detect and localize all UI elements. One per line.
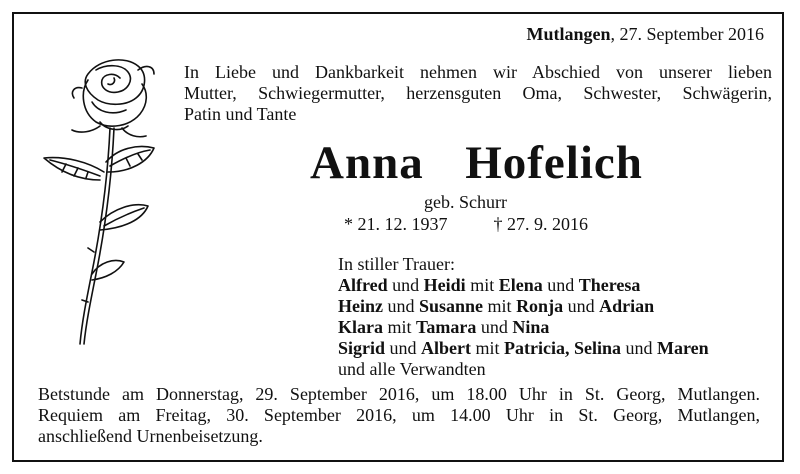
mourner-name: Heidi — [423, 275, 466, 295]
mourners-list — [338, 275, 709, 380]
mourner-connector: und — [621, 338, 657, 358]
service-line: Requiem am Freitag, 30. September 2016, um 14.00 Uhr in St. Georg, Mutlangen, — [38, 405, 760, 425]
mourner-connector: und — [387, 275, 424, 295]
mourner-name: Nina — [512, 317, 550, 337]
death-date: † 27. 9. 2016 — [493, 214, 588, 234]
mourner-name: Patricia, Selina — [504, 338, 621, 358]
mourner-name: Alfred — [338, 275, 388, 295]
mourner-row — [338, 338, 709, 359]
mourner-name: Ronja — [516, 296, 564, 316]
date: , 27. September 2016 — [610, 24, 764, 44]
mourners-block — [338, 254, 709, 380]
rose-icon — [30, 52, 180, 352]
mourner-connector: mit — [483, 296, 517, 316]
mourner-connector: mit — [465, 275, 499, 295]
place-date — [527, 24, 765, 45]
mourner-name: Maren — [657, 338, 709, 358]
place: Mutlangen — [526, 24, 611, 44]
deceased-name: Anna Hofelich — [310, 137, 643, 189]
mourner-connector: und — [385, 338, 422, 358]
life-dates — [344, 214, 588, 235]
mourner-name: Sigrid — [338, 338, 386, 358]
intro-line: In Liebe und Dankbarkeit nehmen wir Abschied von unserer lieben — [184, 62, 772, 82]
mourner-name: Heinz — [338, 296, 383, 316]
mourner-name: Albert — [421, 338, 471, 358]
service-info — [38, 384, 760, 447]
mourner-row — [338, 275, 709, 296]
service-line: anschließend Urnenbeisetzung. — [38, 426, 263, 446]
intro-line: Patin und Tante — [184, 104, 297, 124]
mourner-name: Klara — [338, 317, 383, 337]
mourner-row — [338, 296, 709, 317]
mourner-connector: und — [563, 296, 600, 316]
intro-text — [184, 62, 772, 125]
mourner-row — [338, 317, 709, 338]
mourner-connector: mit — [471, 338, 505, 358]
mourner-name: Theresa — [578, 275, 641, 295]
mourner-name: Susanne — [419, 296, 484, 316]
birth-name: geb. Schurr — [424, 192, 507, 212]
mourner-row — [338, 359, 709, 380]
mourner-name: Elena — [498, 275, 543, 295]
service-line: Betstunde am Donnerstag, 29. September 2016, um 18.00 Uhr in St. Georg, Mutlangen. — [38, 384, 760, 404]
mourner-connector: und alle Verwandten — [338, 359, 486, 379]
mourner-name: Tamara — [416, 317, 477, 337]
mourner-connector: und — [383, 296, 419, 316]
mourners-heading: In stiller Trauer: — [338, 254, 455, 274]
mourner-connector: mit — [383, 317, 417, 337]
mourner-connector: und — [542, 275, 579, 295]
intro-line: Mutter, Schwiegermutter, herzensguten Oma, Schwester, Schwägerin, — [184, 83, 772, 103]
birth-date: * 21. 12. 1937 — [344, 214, 448, 234]
mourner-name: Adrian — [599, 296, 655, 316]
mourner-connector: und — [476, 317, 513, 337]
